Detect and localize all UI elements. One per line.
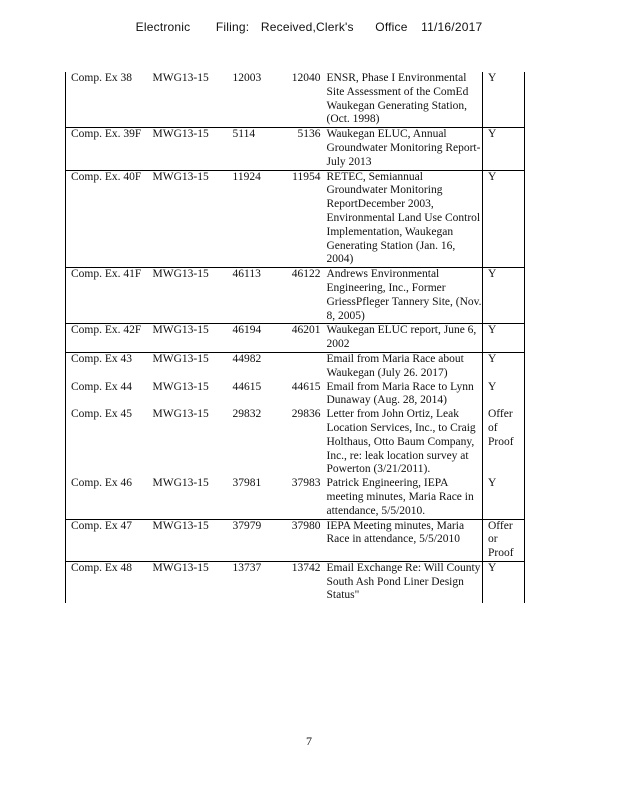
exhibit-number: Comp. Ex 46 (66, 477, 148, 519)
exhibit-description: Email Exchange Re: Will County South Ash Pond Liner Design Status" (325, 561, 483, 603)
exhibit-description: Waukegan ELUC report, June 6, 2002 (325, 324, 483, 353)
exhibit-number: Comp. Ex 38 (66, 72, 148, 128)
table-row (66, 561, 525, 603)
exhibit-description: Patrick Engineering, IEPA meeting minutes, Maria Race in attendance, 5/5/2010. (325, 477, 483, 519)
bates-end: 37980 (283, 519, 325, 561)
bates-start: 46113 (228, 268, 283, 324)
bates-prefix: MWG13-15 (148, 72, 228, 128)
exhibit-description: Andrews Environmental Engineering, Inc., Former GriessPfleger Tannery Site, (Nov. 8, 2005) (325, 268, 483, 324)
bates-prefix: MWG13-15 (148, 170, 228, 268)
bates-prefix: MWG13-15 (148, 128, 228, 170)
table-row (66, 268, 525, 324)
exhibit-number: Comp. Ex 45 (66, 408, 148, 477)
table-row (66, 381, 525, 409)
page-number: 7 (306, 734, 312, 748)
bates-end: 13742 (291, 561, 321, 574)
exhibit-status: Y (483, 128, 525, 170)
header-electronic: Electronic (135, 20, 191, 34)
exhibit-status: Y (483, 324, 525, 353)
bates-prefix: MWG13-15 (152, 352, 209, 365)
filing-header (0, 20, 618, 34)
exhibit-number: Comp. Ex. 42F (66, 324, 148, 353)
table-row (66, 519, 525, 561)
table-row (66, 170, 525, 268)
bates-start: 5114 (228, 128, 283, 170)
bates-end: 29836 (291, 408, 321, 421)
bates-prefix: MWG13-15 (148, 477, 228, 519)
exhibit-number: Comp. Ex 47 (66, 519, 148, 561)
exhibit-description: Waukegan ELUC, Annual Groundwater Monitoring Report-July 2013 (325, 128, 483, 170)
bates-start: 13737 (232, 561, 262, 574)
header-received-clerks: Received,Clerk's (260, 20, 354, 34)
exhibit-number: Comp. Ex. 40F (66, 170, 148, 268)
bates-start: 37981 (228, 477, 283, 519)
bates-end: 37983 (283, 477, 325, 519)
header-office: Office (375, 20, 408, 34)
bates-start: 29832 (232, 408, 262, 421)
bates-end (283, 352, 325, 380)
exhibit-status: Offer or Proof (483, 519, 525, 561)
bates-prefix: MWG13-15 (148, 519, 228, 561)
header-date: 11/16/2017 (421, 20, 483, 34)
exhibit-status: Y (483, 561, 525, 603)
bates-prefix: MWG13-15 (152, 380, 209, 393)
bates-end: 5136 (283, 128, 325, 170)
bates-end: 44615 (291, 380, 321, 393)
exhibit-number: Comp. Ex. 41F (66, 268, 148, 324)
table-row (66, 72, 525, 128)
bates-start: 44982 (232, 352, 262, 365)
exhibit-number: Comp. Ex 43 (66, 352, 148, 380)
bates-start: 46194 (228, 324, 283, 353)
exhibit-number: Comp. Ex 48 (66, 561, 148, 603)
bates-end: 46122 (283, 268, 325, 324)
exhibit-status: Y (483, 381, 525, 409)
bates-end: 11954 (283, 170, 325, 268)
bates-start: 37979 (228, 519, 283, 561)
exhibit-number: Comp. Ex 44 (66, 381, 148, 409)
exhibit-status: Y (483, 72, 525, 128)
bates-start: 11924 (228, 170, 283, 268)
bates-prefix: MWG13-15 (152, 408, 209, 421)
bates-prefix: MWG13-15 (148, 324, 228, 353)
exhibit-status: Y (483, 477, 525, 519)
exhibit-description: Letter from John Ortiz, Leak Location Services, Inc., to Craig Holthaus, Otto Baum Company, Inc., re: leak location survey at Powerton (3/21/2011). (325, 408, 483, 477)
exhibit-description: Email from Maria Race about Waukegan (July 26. 2017) (325, 352, 483, 380)
table-row (66, 477, 525, 519)
header-filing: Filing: (215, 20, 250, 34)
exhibit-description: Email from Maria Race to Lynn Dunaway (Aug. 28, 2014) (325, 381, 483, 409)
exhibit-status: Offer of Proof (483, 408, 525, 477)
exhibit-status: Y (483, 268, 525, 324)
bates-end: 46201 (283, 324, 325, 353)
bates-prefix: MWG13-15 (148, 268, 228, 324)
exhibit-description: ENSR, Phase I Environmental Site Assessment of the ComEd Waukegan Generating Station, (Oct. 1998) (325, 72, 483, 128)
bates-end: 12040 (283, 72, 325, 128)
table-row (66, 128, 525, 170)
exhibit-table (65, 72, 525, 603)
bates-prefix: MWG13-15 (152, 561, 209, 574)
exhibit-description: IEPA Meeting minutes, Maria Race in attendance, 5/5/2010 (325, 519, 483, 561)
exhibit-status: Y (483, 352, 525, 380)
exhibit-status: Y (483, 170, 525, 268)
bates-start: 12003 (228, 72, 283, 128)
exhibit-description: RETEC, Semiannual Groundwater Monitoring ReportDecember 2003, Environmental Land Use Control Implementation, Waukegan Generating Station (Jan. 16, 2004) (325, 170, 483, 268)
table-row (66, 408, 525, 477)
exhibit-number: Comp. Ex. 39F (66, 128, 148, 170)
bates-start: 44615 (232, 380, 262, 393)
table-row (66, 324, 525, 353)
table-row (66, 352, 525, 380)
